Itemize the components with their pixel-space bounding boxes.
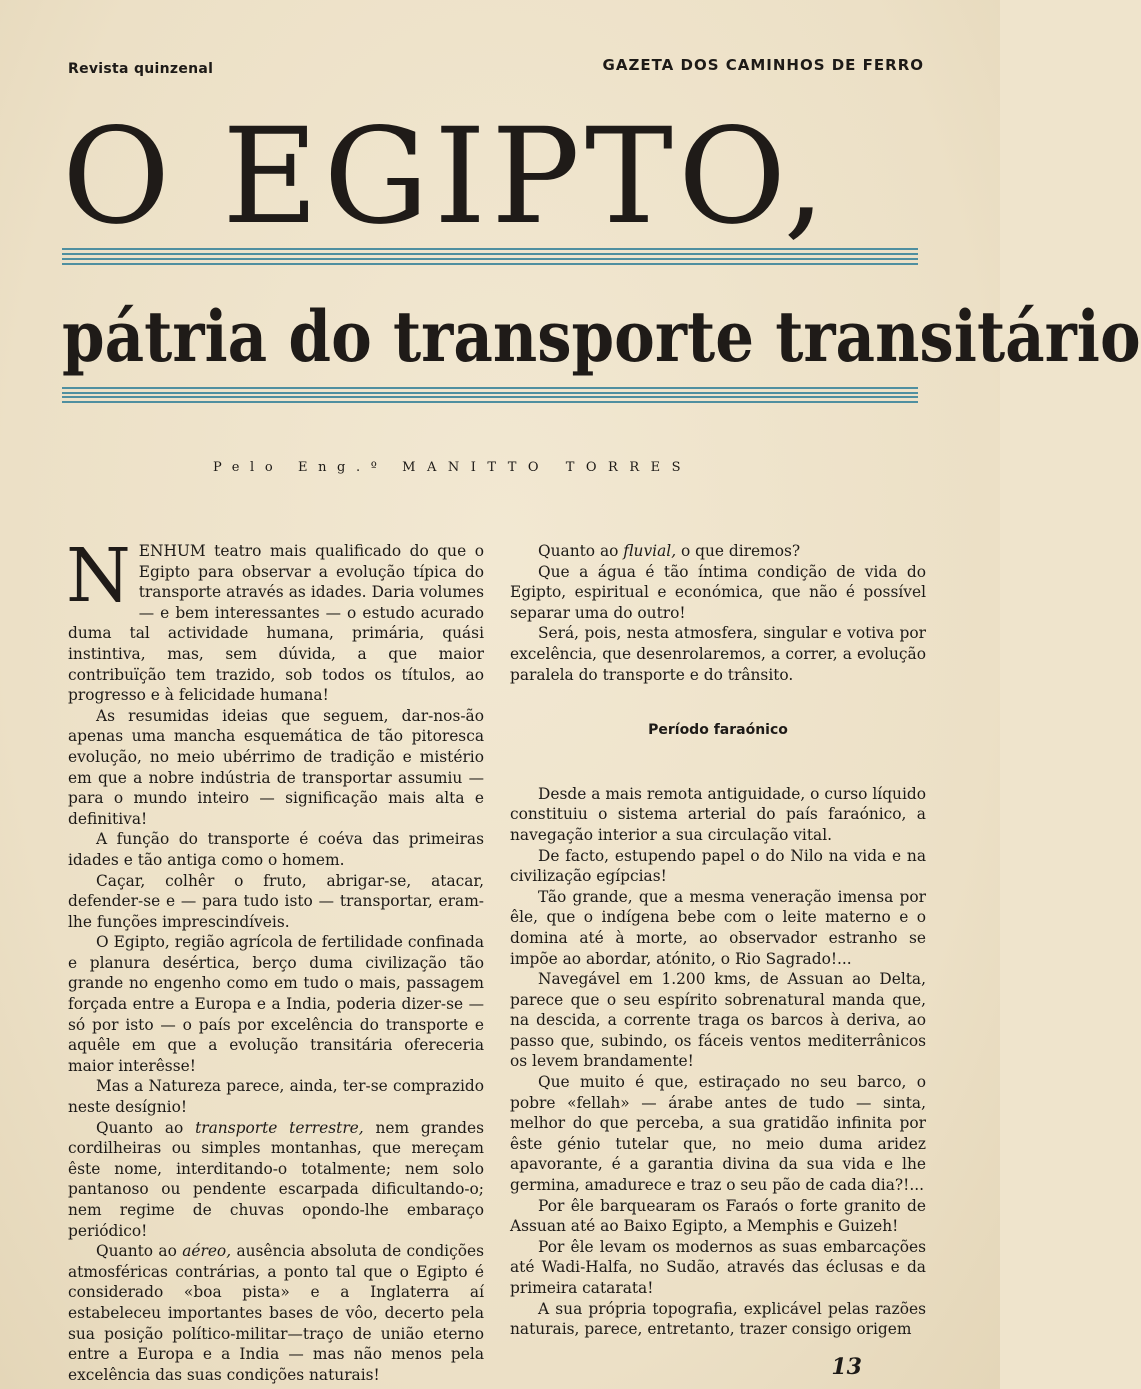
paragraph: Por êle levam os modernos as suas embarcações até Wadi-Halfa, no Sudão, através das éclusas e da primeira catarata! — [510, 1237, 926, 1297]
title-divider-bottom — [62, 258, 918, 265]
paragraph: Quanto ao transporte terrestre, nem grandes cordilheiras ou simples montanhas, que mereçam êste nome, interditando-o totalmente; nem solo pantanoso ou pendente escarpada dificultando-o; nem regime de chuvas opondo-lhe embaraço periódico! — [68, 1118, 484, 1240]
page-number: 13 — [831, 1354, 862, 1380]
paragraph: Tão grande, que a mesma veneração imensa por êle, que o indígena bebe com o leite materno e o domina até à morte, ao observador estranho se impõe ao abordar, atónito, o Rio Sagrado!... — [510, 887, 926, 968]
article-title: O EGIPTO, — [62, 100, 831, 254]
paragraph: De facto, estupendo papel o do Nilo na vida e na civilização egípcias! — [510, 846, 926, 886]
paragraph: Que a água é tão íntima condição de vida do Egipto, espiritual e económica, que não é possível separar uma do outro! — [510, 562, 926, 622]
paragraph: Desde a mais remota antiguidade, o curso líquido constituiu o sistema arterial do país faraónico, a navegação interior a sua circulação vital. — [510, 784, 926, 844]
subtitle-divider-bottom — [62, 396, 918, 403]
paragraph: Navegável em 1.200 kms, de Assuan ao Delta, parece que o seu espírito sobrenatural manda que, na descida, a corrente traga os barcos à deriva, ao passo que, subindo, os fáceis ventos mediterrânicos os levem brandamente! — [510, 970, 926, 1071]
drop-cap: N — [66, 533, 131, 619]
section-heading: Período faraónico — [648, 722, 788, 739]
paragraph: Por êle barquearam os Faraós o forte granito de Assuan até ao Baixo Egipto, a Memphis e Guizeh! — [510, 1196, 926, 1236]
text-column-right — [510, 541, 926, 1340]
paragraph: Quanto ao aéreo, ausência absoluta de condições atmosféricas contrárias, a ponto tal que o Egipto é considerado «boa pista» e a Inglaterra aí estabeleceu importantes bases de vôo, decerto pela sua posição político-militar—traço de união eterno entre a Europa e a India — mas não menos pela excelência das suas condições naturais! — [68, 1242, 484, 1384]
paragraph: Quanto ao fluvial, o que diremos? — [538, 542, 801, 560]
paragraph: A função do transporte é coéva das primeiras idades e tão antiga como o homem. — [68, 830, 484, 869]
byline-author: MANITTO TORRES — [402, 460, 693, 475]
paragraph: O Egipto, região agrícola de fertilidade confinada e planura desértica, berço duma civilização tão grande no engenho como em tudo o mais, passagem forçada entre a Europa e a India, poderia dizer-se — só por isto — o país por excelência do transporte e aquêle em que a evolução transitária ofereceria maior interêsse! — [68, 933, 484, 1075]
paragraph: As resumidas ideias que seguem, dar-nos-ão apenas uma mancha esquemática de tão pitoresca evolução, no meio ubérrimo de tradição e mistério em que a nobre indústria de transportar assumiu — para o mundo inteiro — significação mais alta e definitiva! — [68, 706, 484, 828]
byline-prefix: Pelo Eng.º — [213, 460, 388, 475]
paragraph: Será, pois, nesta atmosfera, singular e votiva por excelência, que desenrolaremos, a correr, a evolução paralela do transporte e do trânsito. — [510, 624, 926, 684]
title-divider-top — [62, 248, 918, 255]
header-magazine-name: GAZETA DOS CAMINHOS DE FERRO — [602, 56, 924, 74]
header-publication-frequency: Revista quinzenal — [68, 61, 214, 77]
paragraph: A sua própria topografia, explicável pelas razões naturais, parece, entretanto, trazer consigo origem — [510, 1299, 926, 1339]
paragraph: Que muito é que, estiraçado no seu barco, o pobre «fellah» — árabe antes de tudo — sinta, melhor do que perceba, a sua gratidão infinita por êste génio tutelar que, no meio duma aridez apavorante, é a garantia divina da sua vida e lhe germina, amadurece e traz o seu pão de cada dia?!... — [510, 1073, 926, 1195]
text-column-left — [66, 533, 484, 1385]
paragraph: Mas a Natureza parece, ainda, ter-se comprazido neste desígnio! — [68, 1077, 484, 1117]
paragraph: NENHUM teatro mais qualificado do que o Egipto para observar a evolução típica do transporte através as idades. Daria volumes — e bem interessantes — o estudo acurado duma tal actividade humana, primária, quási instintiva, mas, sem dúvida, a que maior contribuïção tem trazido, sob todos os títulos, ao progresso e à felicidade humana! — [66, 533, 484, 705]
article-subtitle: pátria do transporte transitário — [62, 296, 1141, 379]
paragraph: Caçar, colhêr o fruto, abrigar-se, atacar, defender-se e — para tudo isto — transportar, eram-lhe funções imprescindíveis. — [68, 871, 484, 931]
article-byline — [213, 460, 793, 475]
subtitle-divider-top — [62, 387, 918, 394]
